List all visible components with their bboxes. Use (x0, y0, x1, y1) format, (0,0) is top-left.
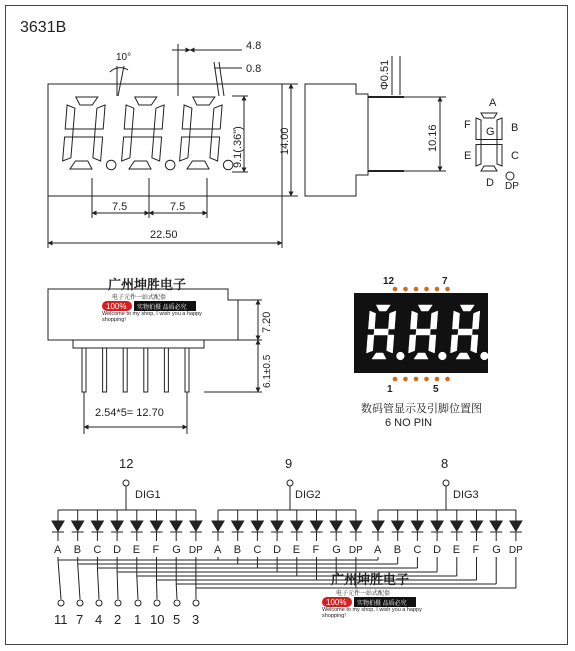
pinout-digit-2-segment-f (410, 311, 417, 329)
segment-legend (476, 113, 514, 180)
dim-digit-pitch-1: 7.5 (112, 201, 128, 213)
digit-3-label: DIG3 (453, 489, 479, 501)
schematic-label-3-dp: DP (508, 545, 523, 556)
bottom-pin-3 (96, 600, 102, 606)
top-digit-1 (63, 97, 116, 170)
pinout-digit-1-dp (397, 352, 404, 359)
diode-3-g (490, 521, 502, 531)
pin-dot-bottom-3 (414, 377, 419, 382)
top-digit-3-segment-f (182, 105, 192, 129)
diode-1-e (131, 521, 143, 531)
watermark-top-title: 广州坤胜电子 (108, 277, 187, 292)
segment-label-dp: DP (505, 181, 519, 192)
segment-label-g: G (486, 126, 495, 138)
top-digit-1-segment-f (65, 105, 75, 129)
pin-dot-bottom-5 (435, 377, 440, 382)
pinout-digit-2-segment-g (416, 329, 431, 335)
legend-digit-segment-a (481, 113, 497, 118)
front-view-pins (82, 348, 189, 392)
model-title: 3631B (20, 19, 67, 36)
legend-digit-segment-e (476, 145, 481, 167)
legend-digit-segment-c (497, 145, 502, 167)
watermark-bottom-tagline: 电子元件一站式配套 (336, 591, 391, 597)
front-pin-5 (164, 348, 168, 392)
schematic-label-2-a: A (214, 544, 222, 556)
top-digit-1-segment-b (95, 105, 105, 129)
watermark-top-welcome: Welcome to my shop, I wish you a happy shopping! (102, 311, 202, 323)
top-view-body (48, 84, 282, 196)
diode-2-dp (350, 521, 362, 531)
diode-3-b (392, 521, 404, 531)
digit-1-label: DIG1 (135, 489, 161, 501)
schematic-label-2-e: E (292, 544, 301, 556)
top-digit-1-segment-g (73, 129, 96, 137)
pinout-digit-2-dp (439, 352, 446, 359)
schematic-label-1-g: G (172, 544, 181, 556)
pin-dot-top-4 (424, 287, 429, 292)
schematic-label-1-b: B (73, 544, 82, 556)
bottom-pin-5 (135, 600, 141, 606)
pinout-digit-1-segment-f (368, 311, 375, 329)
pinout-bottom-right-pin: 5 (433, 384, 439, 395)
segment-label-b: B (511, 122, 519, 134)
legend-digit (476, 113, 502, 171)
schematic-label-1-c: C (93, 544, 102, 556)
bottom-pin-6 (154, 600, 160, 606)
pinout-digit-3-segment-f (452, 311, 459, 329)
side-view (305, 56, 446, 196)
bottom-pin-label-6: 10 (150, 612, 165, 627)
schematic (52, 480, 523, 627)
digit-2-terminal (287, 480, 293, 486)
watermark-bottom-badge: 100% (326, 598, 347, 607)
digit-3-pin: 8 (441, 456, 449, 471)
legend-digit-segment-g (481, 140, 497, 145)
diode-3-dp (510, 521, 522, 531)
top-digit-2 (122, 97, 175, 170)
diode-2-f (311, 521, 323, 531)
schematic-label-1-d: D (113, 544, 122, 556)
pin-dot-bottom-6 (445, 377, 450, 382)
pin-dot-bottom-1 (393, 377, 398, 382)
side-view-body (305, 84, 368, 196)
schematic-label-3-c: C (413, 544, 422, 556)
diode-1-dp (190, 521, 202, 531)
schematic-label-3-f: F (472, 544, 480, 556)
top-digit-2-dp (165, 160, 175, 170)
segment-label-e: E (464, 150, 472, 162)
bottom-pin-7 (174, 600, 180, 606)
front-pin-4 (144, 348, 148, 392)
segment-label-a: A (489, 97, 497, 109)
schematic-label-2-d: D (273, 544, 282, 556)
watermark-bottom-badge-text: 实物拍摄 品质必究 (357, 601, 407, 607)
bottom-pin-1 (58, 600, 64, 606)
pinout-digit-3-dp (481, 352, 488, 359)
top-digit-2-segment-e (122, 137, 132, 161)
top-digit-1-segment-e (63, 137, 73, 161)
diode-2-e (291, 521, 303, 531)
schematic-label-1-a: A (54, 544, 62, 556)
digit-3-terminal (443, 480, 449, 486)
pinout-bottom-left-pin: 1 (387, 384, 393, 395)
diode-2-a (212, 521, 224, 531)
pinout-digit-3-segment-c (471, 335, 478, 353)
legend-digit-segment-b (497, 118, 502, 140)
diode-2-g (330, 521, 342, 531)
front-pin-3 (123, 348, 127, 392)
pin-dot-bottom-2 (403, 377, 408, 382)
watermark-top-tagline: 电子元件一站式配套 (112, 295, 167, 301)
schematic-label-3-b: B (393, 544, 402, 556)
pin-dot-top-6 (445, 287, 450, 292)
pinout-caption: 数码管显示及引脚位置图 (361, 403, 482, 415)
segment-label-f: F (464, 119, 471, 131)
pinout-digit-2-segment-e (409, 335, 416, 353)
legend-digit-segment-f (476, 118, 481, 140)
bottom-pin-4 (115, 600, 121, 606)
diode-3-f (471, 521, 483, 531)
dim-body-width: 22.50 (150, 229, 178, 241)
schematic-label-2-dp: DP (348, 545, 363, 556)
schematic-label-1-dp: DP (188, 545, 203, 556)
diode-3-d (431, 521, 443, 531)
diode-3-a (372, 521, 384, 531)
top-digit-2-segment-b (154, 105, 164, 129)
top-view-digits (63, 97, 233, 170)
front-pin-1 (82, 348, 86, 392)
top-digit-1-segment-d (70, 161, 92, 169)
top-digit-3 (180, 97, 233, 170)
front-view-base (73, 340, 204, 348)
schematic-label-1-f: F (152, 544, 160, 556)
pin-dot-top-5 (435, 287, 440, 292)
segment-legend-digit (476, 113, 502, 171)
digit-1-pin: 12 (119, 456, 134, 471)
bottom-pin-label-3: 4 (95, 612, 103, 627)
bottom-pin-2 (77, 600, 83, 606)
schematic-label-2-g: G (332, 544, 341, 556)
bottom-pin-label-5: 1 (134, 612, 142, 627)
digit-1-terminal (123, 480, 129, 486)
digit-2-label: DIG2 (295, 489, 321, 501)
top-digit-3-segment-e (180, 137, 190, 161)
schematic-label-1-e: E (132, 544, 141, 556)
top-digit-3-segment-g (190, 129, 213, 137)
bottom-pin-8 (193, 600, 199, 606)
dim-front-body: 7.20 (261, 311, 273, 333)
dim-front-pitch: 2.54*5= 12.70 (95, 407, 164, 419)
pinout-top-right-pin: 7 (442, 276, 448, 287)
top-digit-3-segment-a (193, 97, 215, 105)
bottom-pin-label-2: 7 (76, 612, 84, 627)
segment-label-c: C (511, 150, 519, 162)
diode-3-c (411, 521, 423, 531)
top-digit-3-segment-b (212, 105, 222, 129)
pinout-no-pin: 6 NO PIN (385, 417, 433, 429)
pinout-digit-2-segment-c (429, 335, 436, 353)
watermark-top (102, 277, 202, 331)
schematic-label-3-e: E (452, 544, 461, 556)
dim-front-pin: 6.1±0.5 (262, 354, 273, 388)
pinout-digit-3-segment-e (451, 335, 458, 353)
diode-1-f (151, 521, 163, 531)
pinout-digit-1-segment-b (388, 311, 395, 329)
diode-2-b (232, 521, 244, 531)
schematic-label-2-f: F (312, 544, 320, 556)
pinout-digit-1-segment-e (367, 335, 374, 353)
watermark-bottom-title: 广州坤胜电子 (331, 572, 410, 587)
watermark-bottom-welcome: Welcome to my shop, I wish you a happy shopping! (322, 607, 422, 619)
diode-1-c (91, 521, 103, 531)
dim-angle: 10° (116, 52, 132, 63)
pinout-digit-1-segment-g (374, 329, 389, 335)
diode-1-a (52, 521, 64, 531)
bottom-pin-label-1: 11 (54, 612, 68, 627)
pinout-digit-3-segment-b (472, 311, 479, 329)
top-digit-2-segment-f (124, 105, 134, 129)
top-digit-1-dp (106, 160, 116, 170)
watermark-top-badge: 100% (106, 302, 127, 311)
diode-1-b (72, 521, 84, 531)
legend-digit-segment-d (481, 166, 497, 171)
top-digit-2-segment-c (152, 137, 162, 161)
top-digit-3-segment-d (187, 161, 209, 169)
pinout-digit-2-segment-b (430, 311, 437, 329)
bottom-pin-label-8: 3 (192, 612, 200, 627)
diode-2-d (271, 521, 283, 531)
schematic-label-3-g: G (492, 544, 501, 556)
pin-dot-top-1 (393, 287, 398, 292)
top-digit-1-segment-c (93, 137, 103, 161)
diode-1-g (170, 521, 182, 531)
top-digit-1-segment-a (76, 97, 98, 105)
dim-segment-thickness: 0.8 (246, 63, 262, 75)
pinout-view (354, 287, 488, 382)
pin-dot-top-2 (403, 287, 408, 292)
pinout-digit-3-segment-g (458, 329, 473, 335)
front-pin-2 (103, 348, 107, 392)
dim-segment-width: 4.8 (246, 40, 262, 52)
dim-digit-pitch-2: 7.5 (170, 201, 186, 213)
top-digit-2-segment-d (129, 161, 151, 169)
top-digit-2-segment-a (135, 97, 157, 105)
pin-dot-bottom-4 (424, 377, 429, 382)
pin-dot-top-3 (414, 287, 419, 292)
dim-digit-height: 9.1(.36") (232, 126, 244, 168)
front-pin-6 (185, 348, 189, 392)
schematic-label-3-a: A (374, 544, 382, 556)
dim-pin-spacing: 10.16 (427, 124, 439, 152)
pinout-top-left-pin: 12 (383, 276, 395, 287)
diode-3-e (451, 521, 463, 531)
diode-2-c (251, 521, 263, 531)
dim-pin-diameter: Φ0.51 (379, 59, 391, 90)
digit-2-pin: 9 (285, 456, 293, 471)
bottom-pin-label-4: 2 (114, 612, 122, 627)
schematic-label-2-c: C (253, 544, 262, 556)
pinout-digit-1-segment-c (387, 335, 394, 353)
watermark-top-badge-text: 实物拍摄 品质必究 (137, 305, 187, 311)
segment-label-d: D (486, 177, 494, 189)
schematic-label-3-d: D (433, 544, 442, 556)
top-digit-3-segment-c (210, 137, 220, 161)
bottom-pin-label-7: 5 (173, 612, 181, 627)
top-digit-2-segment-g (132, 129, 155, 137)
dim-body-height: 14.00 (279, 127, 291, 155)
schematic-label-2-b: B (233, 544, 242, 556)
diode-1-d (111, 521, 123, 531)
